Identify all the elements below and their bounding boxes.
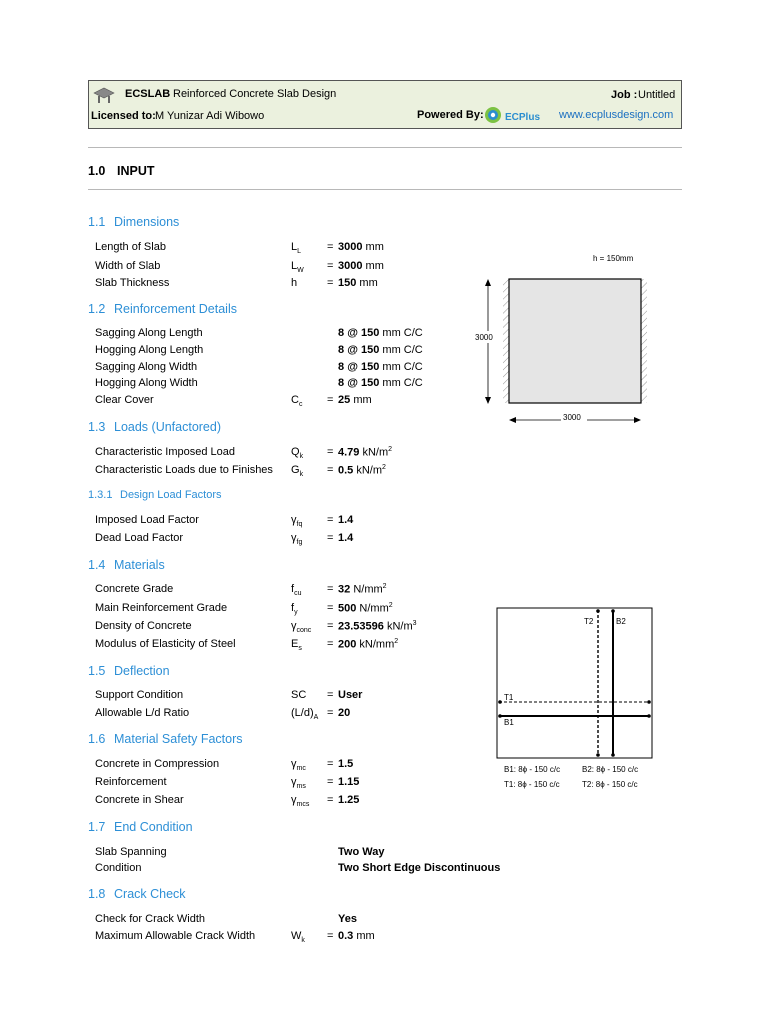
equals-sign: =: [327, 689, 334, 701]
row-label: Condition: [95, 862, 142, 874]
row-value: 3000 mm: [338, 260, 384, 272]
row-symbol: h: [291, 277, 298, 289]
row-value: 0.3 mm: [338, 930, 375, 942]
ecplus-logo-text: ECPlus: [505, 112, 541, 123]
row-value: 200 $kN/mm^2$: [338, 638, 399, 651]
row-label: Concrete in Shear: [95, 794, 184, 806]
row-label: Clear Cover: [95, 394, 154, 406]
row-value: 8 @ 150 mm C/C: [338, 377, 423, 389]
ecplus-logo-icon: [484, 104, 502, 126]
row-value: 1.25: [338, 794, 360, 806]
row-symbol: $Q_k$: [291, 446, 304, 461]
section-number: 1.3: [88, 420, 106, 434]
row-symbol: $E_s$: [291, 638, 302, 653]
slab-logo-icon: [92, 86, 116, 104]
row-label: Support Condition: [95, 689, 184, 701]
subsection-number: 1.3.1: [88, 489, 113, 501]
equals-sign: =: [327, 930, 334, 942]
powered-label: Powered By:: [417, 109, 484, 121]
left-support: [503, 279, 509, 403]
row-value: Two Way: [338, 846, 385, 858]
section-number: 1.7: [88, 820, 106, 834]
equals-sign: =: [327, 602, 334, 614]
row-value: 23.53596 $kN/m^3$: [338, 620, 417, 633]
job-label: Job :: [611, 89, 638, 101]
section-number: 1.6: [88, 732, 106, 746]
thickness-label: h = 150mm: [593, 254, 634, 263]
row-value: User: [338, 689, 363, 701]
row-label: Hogging Along Width: [95, 377, 198, 389]
row-value: 25 mm: [338, 394, 372, 406]
row-symbol: $\gamma_{fg}$: [291, 532, 303, 547]
row-label: Density of Concrete: [95, 620, 192, 632]
row-symbol: $\gamma_{conc}$: [291, 620, 312, 635]
row-value: Yes: [338, 913, 357, 925]
row-label: Dead Load Factor: [95, 532, 184, 544]
legend-b2: B2: 8ϕ - 150 c/c: [582, 765, 639, 774]
app-name: ECSLAB: [125, 88, 171, 100]
row-symbol: $L_L$: [291, 241, 302, 256]
row-symbol: SC: [291, 689, 307, 701]
equals-sign: =: [327, 620, 334, 632]
row-symbol: $C_c$: [291, 394, 303, 409]
row-symbol: $\gamma_{ms}$: [291, 776, 306, 791]
b2-label: B2: [616, 617, 626, 626]
row-symbol: $\gamma_{fq}$: [291, 514, 303, 529]
equals-sign: =: [327, 464, 334, 476]
heading-title: INPUT: [117, 164, 155, 178]
row-value: 150 mm: [338, 277, 378, 289]
row-label: Maximum Allowable Crack Width: [95, 930, 256, 942]
row-value: 32 $N/mm^2$: [338, 583, 387, 596]
legend-t2: T2: 8ϕ - 150 c/c: [582, 780, 638, 789]
row-label: Slab Thickness: [95, 277, 170, 289]
legend-t1: T1: 8ϕ - 150 c/c: [504, 780, 560, 789]
t2-label: T2: [584, 617, 594, 626]
row-label: Characteristic Loads due to Finishes: [95, 464, 273, 476]
slab-outline: [509, 279, 641, 403]
row-label: Hogging Along Length: [95, 344, 204, 356]
row-label: Sagging Along Length: [95, 327, 203, 339]
width-label: 3000: [475, 333, 493, 342]
equals-sign: =: [327, 260, 334, 272]
row-value: 8 @ 150 mm C/C: [338, 327, 423, 339]
subsection-title: Design Load Factors: [120, 489, 222, 501]
equals-sign: =: [327, 707, 334, 719]
row-label: Modulus of Elasticity of Steel: [95, 638, 236, 650]
section-number: 1.2: [88, 302, 106, 316]
row-value: 4.79 $kN/m^2$: [338, 446, 393, 459]
row-label: Slab Spanning: [95, 846, 167, 858]
row-label: Concrete Grade: [95, 583, 174, 595]
section-title: Deflection: [114, 664, 170, 678]
slab-plan-outline: [497, 608, 652, 758]
equals-sign: =: [327, 277, 334, 289]
licensed-label: Licensed to:: [91, 110, 156, 122]
equals-sign: =: [327, 446, 334, 458]
row-symbol: $(L/d)_A$: [291, 707, 319, 722]
row-symbol: $W_k$: [291, 930, 305, 945]
section-number: 1.5: [88, 664, 106, 678]
section-title: Dimensions: [114, 215, 180, 229]
row-label: Length of Slab: [95, 241, 166, 253]
t1-label: T1: [504, 693, 514, 702]
divider: [88, 147, 682, 148]
row-label: Main Reinforcement Grade: [95, 602, 228, 614]
equals-sign: =: [327, 514, 334, 526]
section-title: End Condition: [114, 820, 193, 834]
section-number: 1.4: [88, 558, 106, 572]
row-value: Two Short Edge Discontinuous: [338, 862, 501, 874]
row-label: Imposed Load Factor: [95, 514, 199, 526]
row-value: 1.4: [338, 514, 354, 526]
row-label: Reinforcement: [95, 776, 167, 788]
equals-sign: =: [327, 532, 334, 544]
section-title: Reinforcement Details: [114, 302, 237, 316]
job-value: Untitled: [638, 89, 676, 101]
b1-label: B1: [504, 718, 514, 727]
row-value: 8 @ 150 mm C/C: [338, 344, 423, 356]
equals-sign: =: [327, 394, 334, 406]
equals-sign: =: [327, 776, 334, 788]
equals-sign: =: [327, 758, 334, 770]
row-value: 500 $N/mm^2$: [338, 602, 393, 615]
equals-sign: =: [327, 583, 334, 595]
section-title: Loads (Unfactored): [114, 420, 222, 434]
row-label: Check for Crack Width: [95, 913, 206, 925]
section-number: 1.8: [88, 887, 106, 901]
section-title: Material Safety Factors: [114, 732, 243, 746]
row-label: Sagging Along Width: [95, 361, 198, 373]
website-link[interactable]: www.ecplusdesign.com: [559, 109, 674, 121]
row-value: 1.5: [338, 758, 354, 770]
row-label: Width of Slab: [95, 260, 161, 272]
equals-sign: =: [327, 638, 334, 650]
row-value: 0.5 $kN/m^2$: [338, 464, 386, 477]
right-support: [641, 279, 647, 403]
equals-sign: =: [327, 794, 334, 806]
heading-number: 1.0: [88, 164, 106, 178]
section-title: Materials: [114, 558, 165, 572]
licensee-name: M Yunizar Adi Wibowo: [155, 110, 265, 122]
row-symbol: $\gamma_{mcs}$: [291, 794, 310, 809]
legend-b1: B1: 8ϕ - 150 c/c: [504, 765, 561, 774]
row-symbol: $G_k$: [291, 464, 304, 479]
equals-sign: =: [327, 241, 334, 253]
row-symbol: $f_{cu}$: [291, 583, 302, 598]
row-value: 3000 mm: [338, 241, 384, 253]
row-label: Allowable L/d Ratio: [95, 707, 190, 719]
rebar-layout-diagram: [493, 604, 663, 799]
row-symbol: $f_y$: [291, 602, 298, 617]
slab-plan-diagram: [465, 245, 665, 435]
row-symbol: $L_W$: [291, 260, 304, 275]
length-label: 3000: [563, 413, 581, 422]
row-value: 20: [338, 707, 351, 719]
row-label: Concrete in Compression: [95, 758, 220, 770]
section-number: 1.1: [88, 215, 106, 229]
row-value: 1.15: [338, 776, 360, 788]
section-title: Crack Check: [114, 887, 186, 901]
row-label: Characteristic Imposed Load: [95, 446, 236, 458]
row-symbol: $\gamma_{mc}$: [291, 758, 306, 773]
row-value: 8 @ 150 mm C/C: [338, 361, 423, 373]
divider: [88, 189, 682, 190]
row-value: 1.4: [338, 532, 354, 544]
app-title: Reinforced Concrete Slab Design: [173, 88, 337, 100]
